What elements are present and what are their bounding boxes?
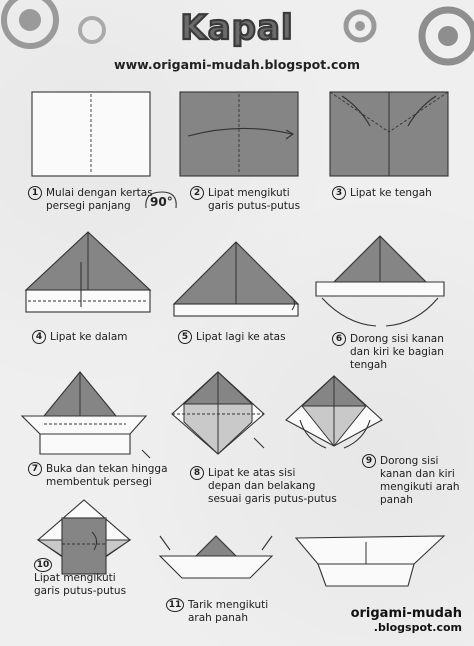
step-3-figure [330, 92, 450, 176]
step-7-figure [22, 372, 152, 458]
step-3-caption: 3 Lipat ke tengah [332, 186, 432, 200]
step-9-figure [286, 376, 386, 456]
footer-site-name: origami-mudah [350, 606, 462, 621]
step-number: 8 [190, 466, 204, 480]
page-title: Kapal [180, 8, 294, 48]
step-6-figure [316, 236, 446, 332]
step-8-figure [172, 372, 272, 454]
step-number: 11 [166, 598, 184, 612]
step-4-figure [26, 232, 154, 318]
step-11-caption: 11 Tarik mengikuti arah panah [166, 598, 268, 625]
finished-boat-figure [296, 534, 446, 592]
footer-branding [351, 606, 462, 634]
step-number: 4 [32, 330, 46, 344]
step-number: 9 [362, 454, 376, 468]
step-5-figure [172, 242, 302, 322]
step-number: 5 [178, 330, 192, 344]
step-2-caption: 2 Lipat mengikuti garis putus-putus [190, 186, 300, 213]
step-6-caption: 6 Dorong sisi kanan dan kiri ke bagian tengah [332, 332, 444, 372]
step-9-caption: 9 Dorong sisi kanan dan kiri mengikuti arah panah [362, 454, 460, 507]
step-1-figure [32, 92, 152, 176]
step-1-caption: 1 Mulai dengan kertas persegi panjang [28, 186, 153, 213]
step-10-caption: 10 Lipat mengikuti garis putus-putus [34, 560, 127, 597]
step-2-figure [180, 92, 300, 176]
footer-domain: .blogspot.com [373, 621, 462, 634]
site-url: www.origami-mudah.blogspot.com [114, 57, 360, 72]
step-number: 6 [332, 332, 346, 346]
step-number: 7 [28, 462, 42, 476]
rotation-label: 90° [150, 195, 173, 209]
step-11-figure [160, 526, 280, 586]
step-7-caption: 7 Buka dan tekan hingga membentuk persegi [28, 462, 168, 489]
step-number: 2 [190, 186, 204, 200]
step-number: 3 [332, 186, 346, 200]
step-number: 1 [28, 186, 42, 200]
step-8-caption: 8 Lipat ke atas sisi depan dan belakang sesuai garis putus-putus [190, 466, 337, 506]
step-number: 10 [34, 558, 52, 572]
step-5-caption: 5 Lipat lagi ke atas [178, 330, 286, 344]
step-4-caption: 4 Lipat ke dalam [32, 330, 128, 344]
